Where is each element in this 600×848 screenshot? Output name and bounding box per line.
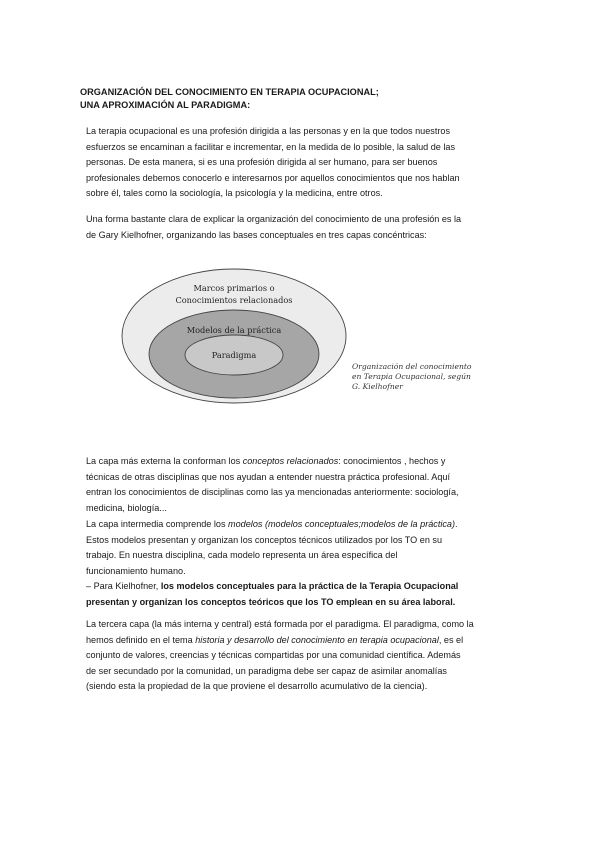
text-line: (siendo esta la propiedad de la que proviene el desarrollo acumulativo de la ciencia). [86, 681, 428, 692]
text-line: La tercera capa (la más interna y central) está formada por el paradigma. El paradigma, como la [86, 619, 474, 629]
text-line [86, 454, 510, 470]
text-run: La capa más externa la conforman los [86, 456, 243, 466]
text-line: trabajo. En nuestra disciplina, cada modelo representa un área específica del [86, 550, 398, 561]
text-run: , es el [438, 634, 464, 645]
outer-layer-label-2: Conocimientos relacionados [175, 295, 293, 305]
bold-run: los modelos conceptuales para la práctica de la Terapia Ocupacional [160, 581, 459, 592]
text-line: entran los conocimientos de disciplinas como las ya mencionadas anteriormente: sociología, [86, 487, 459, 498]
text-line: conjunto de valores, creencias y técnicas compartidas por una comunidad científica. Además [86, 650, 461, 661]
paragraph-kielhofner [86, 212, 510, 243]
text-line: técnicas de otras disciplinas que nos ayudan a entender nuestra práctica profesional. Aquí [86, 471, 450, 482]
text-line: personas. De esta manera, si es una profesión dirigida al ser humano, para ser buenos [86, 157, 438, 168]
text-line [86, 517, 510, 533]
text-run: . [455, 519, 458, 529]
caption-line: Organización del conocimiento [352, 362, 472, 371]
bold-run: presentan y organizan los conceptos teóricos que los TO emplean en su área laboral. [86, 596, 456, 607]
text-line: esfuerzos se encaminan a facilitar e incrementar, en la medida de lo posible, la salud de las [86, 141, 456, 152]
paragraph-paradigm [86, 617, 510, 695]
text-run: La capa intermedia comprende los [86, 519, 229, 529]
text-line: Estos modelos presentan y organizan los conceptos técnicos utilizados por los TO en su [86, 534, 443, 545]
title-line-1: ORGANIZACIÓN DEL CONOCIMIENTO EN TERAPIA OCUPACIONAL; [80, 87, 379, 97]
emphasis-run: conceptos relacionados [242, 456, 339, 466]
text-run: : conocimientos , hechos y [338, 456, 446, 466]
text-line: funcionamiento humano. [86, 565, 186, 576]
emphasis-run: historia y desarrollo del conocimiento en terapia ocupacional [195, 634, 439, 645]
middle-layer-label: Modelos de la práctica [186, 325, 282, 335]
diagram-caption [352, 362, 471, 392]
paragraph-intro [86, 124, 510, 202]
text-run: hemos definido en el tema [86, 634, 196, 645]
text-line [86, 633, 510, 649]
outer-layer-label-1: Marcos primarios o [193, 283, 275, 293]
title-line-2: UNA APROXIMACIÓN AL PARADIGMA: [80, 100, 251, 110]
paragraph-middle-layer [86, 517, 510, 611]
text-line [86, 595, 510, 611]
emphasis-run: modelos (modelos conceptuales;modelos de la práctica) [228, 519, 456, 529]
text-line: de Gary Kielhofner, organizando las bases conceptuales en tres capas concéntricas: [86, 229, 427, 240]
text-line: Una forma bastante clara de explicar la organización del conocimiento de una profesión es la [86, 214, 462, 224]
text-line: La terapia ocupacional es una profesión dirigida a las personas y en la que todos nuestros [86, 126, 450, 136]
text-line: medicina, biología... [86, 502, 167, 513]
text-line: de ser secundado por la comunidad, un paradigma debe ser capaz de asimilar anomalías [86, 665, 447, 676]
text-run: – Para Kielhofner, [86, 581, 161, 592]
text-line: sobre él, tales como la sociología, la psicología y la medicina, entre otros. [86, 188, 383, 199]
text-line: profesionales debemos conocerlo e interesarnos por aquellos conocimientos que nos hablan [86, 172, 460, 183]
paragraph-outer-layer [86, 454, 510, 516]
caption-line: G. Kielhofner [352, 382, 403, 391]
text-line [86, 579, 510, 595]
document-title [80, 86, 540, 112]
caption-line: en Terapia Ocupacional, según [352, 372, 471, 381]
inner-layer-label: Paradigma [211, 350, 257, 360]
